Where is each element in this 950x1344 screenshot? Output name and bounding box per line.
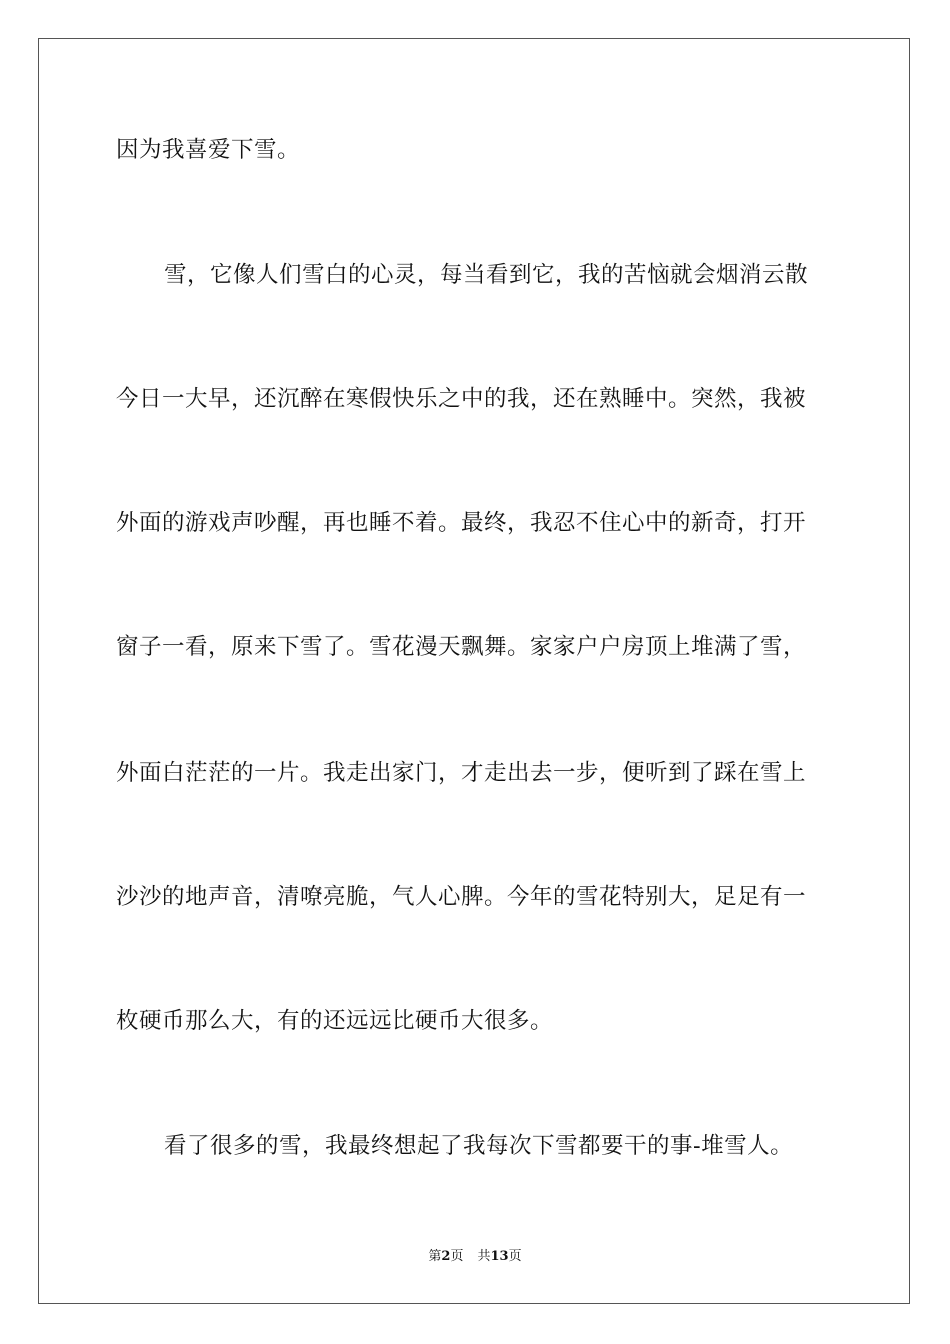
body-line-6: 外面白茫茫的一片。我走出家门，才走出去一步，便听到了踩在雪上 (116, 760, 807, 786)
body-line-1: 因为我喜爱下雪。 (116, 137, 301, 163)
body-line-5: 窗子一看，原来下雪了。雪花漫天飘舞。家家户户房顶上堆满了雪， (116, 634, 807, 660)
total-prefix: 共 (477, 1249, 491, 1264)
page-frame (38, 38, 910, 1304)
page-prefix: 第 (428, 1249, 442, 1264)
total-suffix: 页 (508, 1249, 522, 1264)
total-pages: 13 (490, 1249, 509, 1264)
page-number: 2 (441, 1249, 451, 1264)
page-suffix: 页 (450, 1249, 464, 1264)
body-line-3: 今日一大早，还沉醉在寒假快乐之中的我，还在熟睡中。突然，我被 (116, 386, 807, 412)
body-line-7: 沙沙的地声音，清嘹亮脆，气人心脾。今年的雪花特别大，足足有一 (116, 884, 807, 910)
body-line-9: 看了很多的雪，我最终想起了我每次下雪都要干的事-堆雪人。 (164, 1133, 794, 1159)
page-footer (0, 1248, 950, 1266)
body-line-2: 雪，它像人们雪白的心灵，每当看到它，我的苦恼就会烟消云散 (164, 262, 809, 288)
body-line-8: 枚硬币那么大，有的还远远比硬币大很多。 (116, 1008, 554, 1034)
body-line-4: 外面的游戏声吵醒，再也睡不着。最终，我忍不住心中的新奇，打开 (116, 510, 807, 536)
